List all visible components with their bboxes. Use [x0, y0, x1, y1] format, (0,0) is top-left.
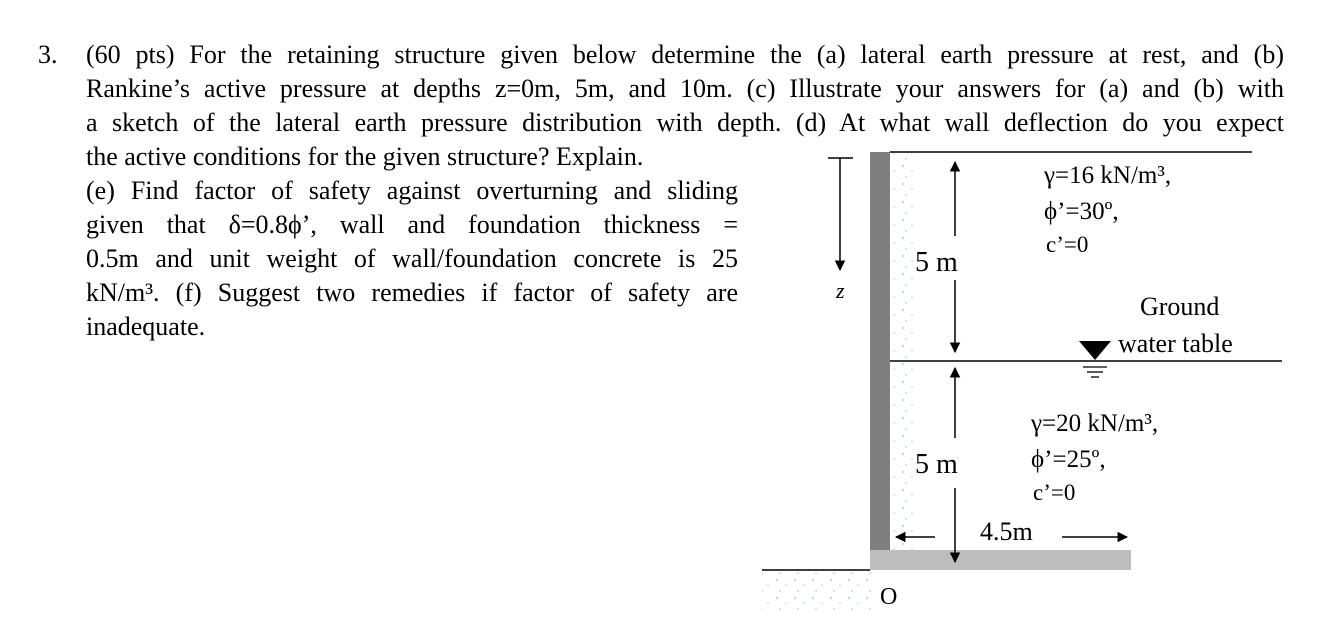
- question-number: 3.: [38, 40, 58, 69]
- base-width-label: 4.5m: [980, 517, 1033, 546]
- question-line-9: inadequate.: [86, 312, 206, 341]
- water-table-icon: [1079, 341, 1111, 377]
- backfill-texture: [890, 152, 920, 552]
- lower-layer-thickness: 5 m: [915, 449, 958, 480]
- depth-axis-label: z: [836, 278, 845, 303]
- upper-cohesion: c’=0: [1046, 232, 1089, 257]
- upper-layer-thickness: 5 m: [915, 247, 958, 278]
- question-line-3: a sketch of the lateral earth pressure distribution with depth. (d) At what wall deflection do you expect: [86, 108, 1284, 137]
- question-line-5: (e) Find factor of safety against overturning and sliding: [86, 176, 738, 205]
- question-line-6: given that δ=0.8ϕ’, wall and foundation thickness =: [86, 210, 738, 239]
- question-line-8: kN/m³. (f) Suggest two remedies if factor of safety are: [86, 278, 738, 307]
- groundwater-label-line1: Ground: [1140, 292, 1220, 321]
- base-slab: [870, 550, 1131, 570]
- wall-stem: [870, 152, 890, 570]
- upper-gamma: γ=16 kN/m³,: [1044, 162, 1172, 189]
- question-line-7: 0.5m and unit weight of wall/foundation concrete is 25: [86, 244, 738, 273]
- upper-phi: ϕ’=30º,: [1044, 198, 1119, 225]
- lower-phi: ϕ’=25º,: [1031, 446, 1106, 473]
- question-line-2: Rankine’s active pressure at depths z=0m, 5m, and 10m. (c) Illustrate your answers for (a) and (b) with: [86, 74, 1284, 103]
- question-line-4: the active conditions for the given structure? Explain.: [86, 142, 644, 171]
- groundwater-label-line2: water table: [1118, 329, 1233, 358]
- lower-gamma: γ=20 kN/m³,: [1031, 410, 1159, 437]
- question-line-1: (60 pts) For the retaining structure given below determine the (a) lateral earth pressure at rest, and (b): [86, 40, 1284, 69]
- foundation-soil-texture: [762, 572, 874, 612]
- lower-cohesion: c’=0: [1033, 480, 1076, 505]
- toe-point-label: O: [880, 584, 898, 610]
